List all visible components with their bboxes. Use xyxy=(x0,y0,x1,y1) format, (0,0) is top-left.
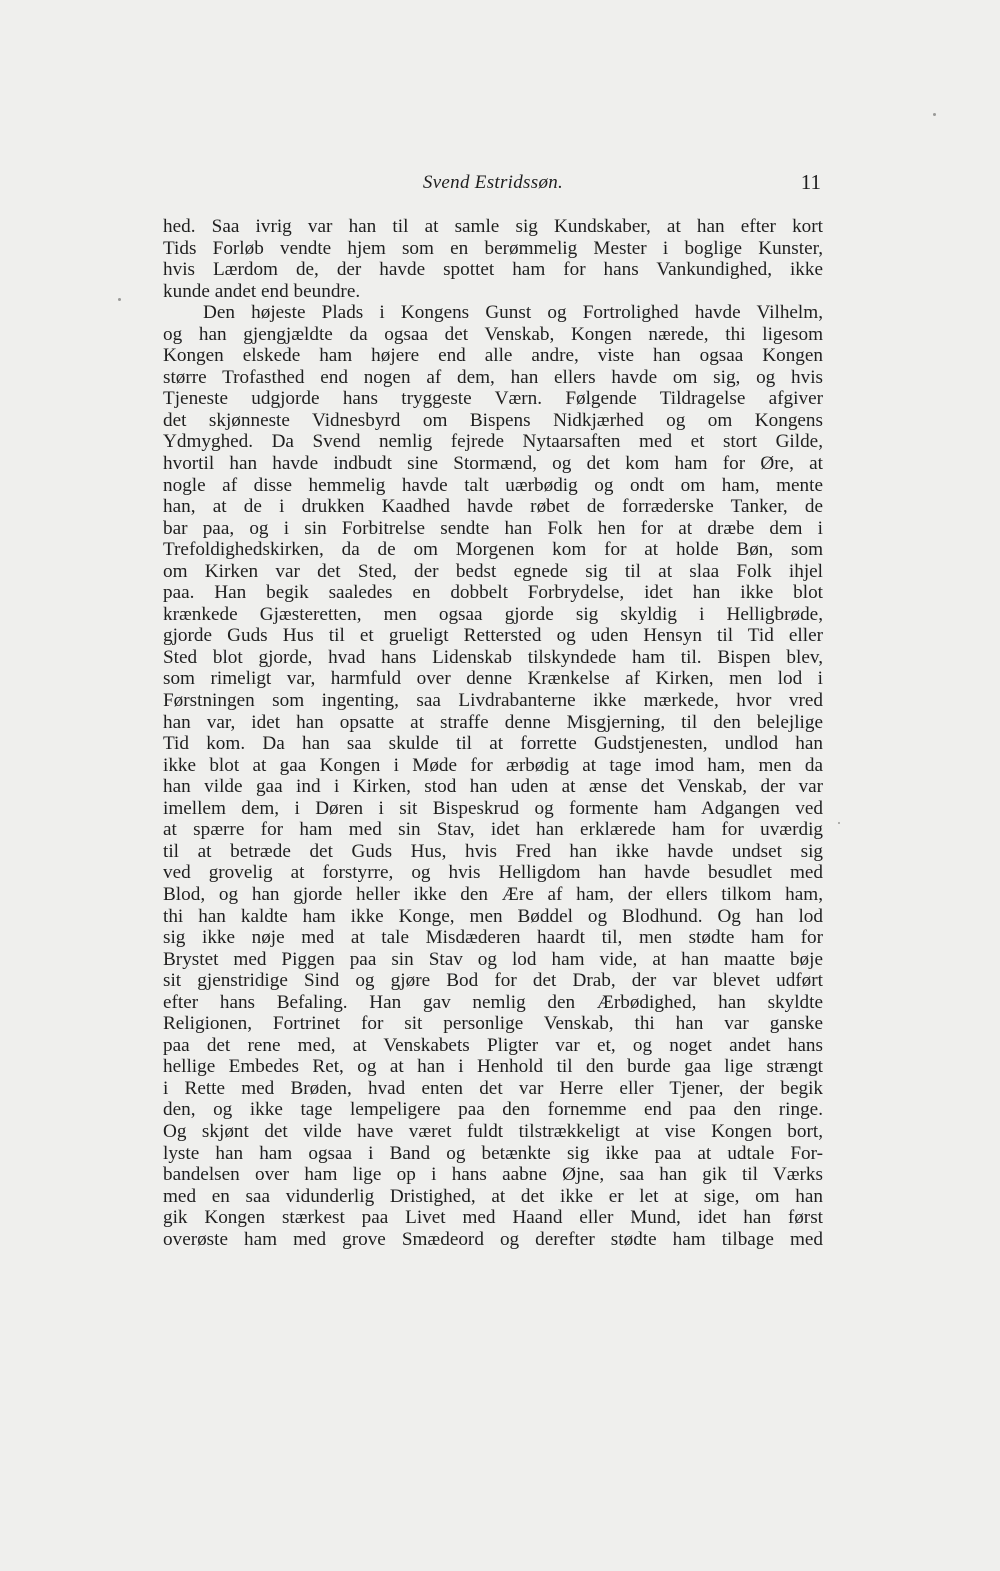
text-line: Blod, og han gjorde heller ikke den Ære af ham, der ellers tilkom ham, xyxy=(163,883,823,905)
text-line: Kongen elskede ham højere end alle andre, viste han ogsaa Kongen xyxy=(163,345,823,367)
text-line: Ydmyghed. Da Svend nemlig fejrede Nytaarsaften med et stort Gilde, xyxy=(163,431,823,453)
text-line: Førstningen som ingenting, saa Livdrabanterne ikke mærkede, hvor vred xyxy=(163,690,823,712)
text-line: paa det rene med, at Venskabets Pligter var et, og noget andet hans xyxy=(163,1034,823,1056)
text-line: Sted blot gjorde, hvad hans Lidenskab tilskyndede ham til. Bispen blev, xyxy=(163,646,823,668)
text-line: sig ikke nøje med at tale Misdæderen haardt til, men stødte ham for xyxy=(163,927,823,949)
text-line: ikke blot at gaa Kongen i Møde for ærbødig at tage imod ham, men da xyxy=(163,754,823,776)
text-line: i Rette med Brøden, hvad enten det var Herre eller Tjener, der begik xyxy=(163,1077,823,1099)
text-line: han, at de i drukken Kaadhed havde røbet de forræderske Tanker, de xyxy=(163,496,823,518)
text-line: hellige Embedes Ret, og at han i Henhold til den burde gaa lige strængt xyxy=(163,1056,823,1078)
text-line: hvis Lærdom de, der havde spottet ham for hans Vankundighed, ikke xyxy=(163,259,823,281)
text-line: overøste ham med grove Smædeord og derefter stødte ham tilbage med xyxy=(163,1228,823,1250)
text-line: bar paa, og i sin Forbitrelse sendte han Folk hen for at dræbe dem i xyxy=(163,517,823,539)
text-line: hvortil han havde indbudt sine Stormænd, og det kom ham for Øre, at xyxy=(163,453,823,475)
text-line: det skjønneste Vidnesbyrd om Bispens Nidkjærhed og om Kongens xyxy=(163,409,823,431)
text-line: kunde andet end beundre. xyxy=(163,280,361,302)
text-line: og han gjengjældte da ogsaa det Venskab, Kongen nærede, thi ligesom xyxy=(163,323,823,345)
text-line: lyste han ham ogsaa i Band og betænkte sig ikke paa at udtale For- xyxy=(163,1142,823,1164)
text-line: thi han kaldte ham ikke Konge, men Bøddel og Blodhund. Og han lod xyxy=(163,905,823,927)
text-line: Trefoldighedskirken, da de om Morgenen kom for at holde Bøn, som xyxy=(163,539,823,561)
text-line: større Trofasthed end nogen af dem, han ellers havde om sig, og hvis xyxy=(163,366,823,388)
text-line: Den højeste Plads i Kongens Gunst og Fortrolighed havde Vilhelm, xyxy=(203,302,823,324)
text-line: Tjeneste udgjorde hans tryggeste Værn. Følgende Tildragelse afgiver xyxy=(163,388,823,410)
text-line: Og skjønt det vilde have været fuldt tilstrækkeligt at vise Kongen bort, xyxy=(163,1120,823,1142)
text-line: den, og ikke tage lempeligere paa den fornemme end paa den ringe. xyxy=(163,1099,823,1121)
text-line: ved grovelig at forstyrre, og hvis Helligdom han havde besudlet med xyxy=(163,862,823,884)
text-line: med en saa vidunderlig Dristighed, at det ikke er let at sige, om han xyxy=(163,1185,823,1207)
text-line: Tids Forløb vendte hjem som en berømmelig Mester i boglige Kunster, xyxy=(163,237,823,259)
text-line: gjorde Guds Hus til et grueligt Rettersted og uden Hensyn til Tid eller xyxy=(163,625,823,647)
text-line: han vilde gaa ind i Kirken, stod han uden at ænse det Venskab, der var xyxy=(163,776,823,798)
text-line: paa. Han begik saaledes en dobbelt Forbrydelse, idet han ikke blot xyxy=(163,582,823,604)
text-line: imellem dem, i Døren i sit Bispeskrud og formente ham Adgangen ved xyxy=(163,797,823,819)
scan-speck xyxy=(118,298,121,301)
text-line: Brystet med Piggen paa sin Stav og lod ham vide, at han maatte bøje xyxy=(163,948,823,970)
scan-speck xyxy=(933,113,936,116)
text-line: at spærre for ham med sin Stav, idet han erklærede ham for uværdig xyxy=(163,819,823,841)
text-line: Tid kom. Da han saa skulde til at forrette Gudstjenesten, undlod han xyxy=(163,733,823,755)
text-line: sit gjenstridige Sind og gjøre Bod for det Drab, der var blevet udført xyxy=(163,970,823,992)
text-line: hed. Saa ivrig var han til at samle sig Kundskaber, at han efter kort xyxy=(163,216,823,237)
text-line: som rimeligt var, harmfuld over denne Krænkelse af Kirken, men lod i xyxy=(163,668,823,690)
running-head xyxy=(163,168,823,196)
text-line: om Kirken var det Sted, der bedst egnede sig til at slaa Folk ihjel xyxy=(163,560,823,582)
text-line: nogle af disse hemmelig havde talt uærbødig og ondt om ham, mente xyxy=(163,474,823,496)
page-number: 11 xyxy=(800,170,821,194)
body-text xyxy=(163,216,823,1250)
text-line: han var, idet han opsatte at straffe denne Misgjerning, til den belejlige xyxy=(163,711,823,733)
running-title: Svend Estridssøn. xyxy=(422,172,564,193)
text-line: Religionen, Fortrinet for sit personlige Venskab, thi han var ganske xyxy=(163,1013,823,1035)
scan-speck xyxy=(838,822,840,824)
text-line: krænkede Gjæsteretten, men ogsaa gjorde sig skyldig i Helligbrøde, xyxy=(163,603,823,625)
text-line: bandelsen over ham lige op i hans aabne Øjne, saa han gik til Værks xyxy=(163,1164,823,1186)
text-line: til at betræde det Guds Hus, hvis Fred han ikke havde undset sig xyxy=(163,840,823,862)
text-line: efter hans Befaling. Han gav nemlig den Ærbødighed, han skyldte xyxy=(163,991,823,1013)
text-line: gik Kongen stærkest paa Livet med Haand eller Mund, idet han først xyxy=(163,1207,823,1229)
